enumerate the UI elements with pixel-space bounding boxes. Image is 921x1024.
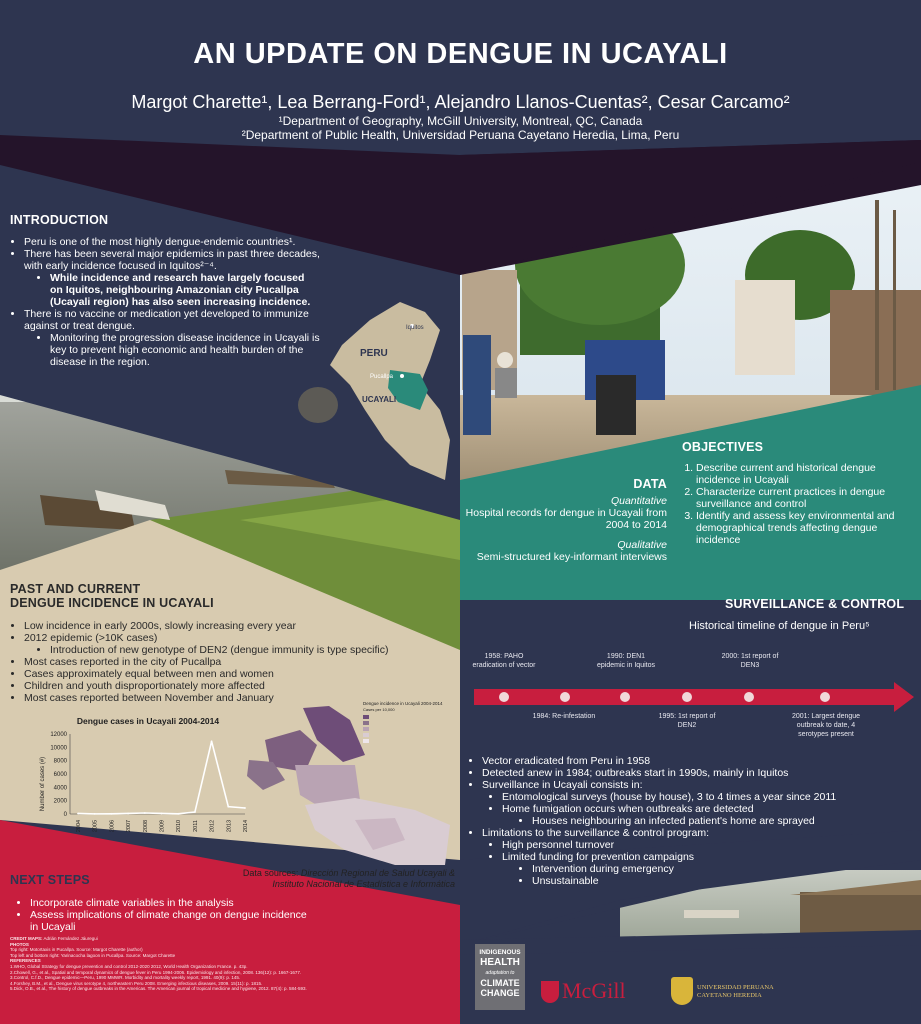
chart-x-tick-label: 2011: [192, 820, 199, 832]
past-title-line2: DENGUE INCIDENCE IN UCAYALI: [10, 596, 214, 610]
chart-point: [161, 813, 163, 815]
ihacc-text: HEALTH: [480, 957, 520, 968]
past-bullet: • Children and youth disproportionately more affected: [24, 680, 450, 692]
data-sources-label: Data sources:: [242, 868, 301, 878]
timeline-arrow: [474, 682, 914, 712]
data-title: DATA: [633, 477, 667, 491]
chart-point: [177, 813, 179, 815]
timeline-dot: [499, 692, 509, 702]
map-label-iquitos: Iquitos: [406, 325, 424, 331]
upch-line: CAYETANO HEREDIA: [697, 992, 762, 999]
past-body: [10, 620, 450, 704]
map-label-ucayali: UCAYALI: [362, 395, 397, 404]
timeline-dot: [560, 692, 570, 702]
past-bullet: • 2012 epidemic (>10K cases): [24, 632, 450, 644]
chart-title: Dengue cases in Ucayali 2004-2014: [76, 716, 220, 726]
surv-subsub-bullet: • Houses neighbouring an infected patient's home are sprayed: [532, 815, 918, 827]
chart-point: [111, 813, 113, 815]
chart-x-tick-label: 2007: [126, 819, 133, 833]
objective-item: 3. Identify and assess key environmental and demographical trends affecting dengue incidence: [696, 510, 917, 546]
poster-title: AN UPDATE ON DENGUE IN UCAYALI: [193, 38, 728, 70]
objectives-title: OBJECTIVES: [682, 440, 764, 454]
reference: 5.Dick, O.B., et al., The history of dengue outbreaks in the Americas. The American journal of tropical medicine and hygiene, 2012. 87(4): p. 584-593.: [10, 986, 307, 992]
objective-item: 2. Characterize current practices in dengue surveillance and control: [696, 486, 917, 510]
next-steps-title: NEXT STEPS: [10, 873, 90, 887]
intro-title: INTRODUCTION: [10, 213, 109, 227]
ucayali-incidence-map: [245, 700, 460, 870]
timeline-title: Historical timeline of dengue in Peru⁵: [689, 620, 870, 632]
timeline-event: 1990: DEN1 epidemic in Iquitos: [597, 653, 655, 669]
authors: Margot Charette¹, Lea Berrang-Ford¹, Alejandro Llanos-Cuentas², Cesar Carcamo²: [131, 92, 790, 112]
surv-bullet: • Detected anew in 1984; outbreaks start in 1990s, mainly in Iquitos: [482, 767, 918, 779]
ihacc-text: CHANGE: [480, 988, 520, 998]
intro-bullet: • Peru is one of the most highly dengue-endemic countries¹.: [24, 236, 320, 248]
credits-maps-head: CREDIT MAPS:: [10, 936, 43, 941]
chart-point: [194, 811, 196, 813]
reference: 4.Forshey, B.M., et al., Dengue virus serotype 4, northeastern Peru 2008. Emerging infectious diseases, 2009. 15(11): p. 1815.: [10, 980, 263, 986]
timeline-event: 1958: PAHO eradication of vector: [472, 653, 536, 669]
chart-ylabel: Number of cases (#): [40, 756, 46, 812]
surv-subsub-bullet: • Unsustainable: [532, 875, 918, 887]
chart-x-tick-label: 2008: [142, 819, 149, 833]
ihacc-logo: [475, 944, 525, 1010]
map-legend-subtitle: Cases per 10,000: [363, 707, 395, 712]
next-steps-body: [10, 897, 310, 933]
upch-line: UNIVERSIDAD PERUANA: [697, 984, 774, 991]
peru-map: [290, 290, 460, 485]
next-steps-bullet: • Incorporate climate variables in the analysis: [30, 897, 310, 909]
surv-bullet: • Limitations to the surveillance & control program:: [482, 827, 918, 839]
data-quantitative-text: Hospital records for dengue in Ucayali from 2004 to 2014: [465, 507, 667, 531]
intro-sub-bullet: • While incidence and research have largely focused on Iquitos, neighbouring Amazonian city Pucallpa (Ucayali region) has also seen increasing incidence.: [50, 272, 320, 308]
chart-x-tick-label: 2013: [226, 819, 233, 833]
past-sub-bullet: • Introduction of new genotype of DEN2 (dengue immunity is type specific): [50, 644, 450, 656]
chart-y-tick-label: 12000: [50, 732, 67, 738]
upch-crest-icon: [671, 977, 693, 1005]
reference: 2.Chowell, G., et al., Spatial and temporal dynamics of dengue fever in Peru 1994-2006. Epidemiology and infection, 2008. 136(12): p. 1667-1677.: [10, 969, 302, 975]
chart-point: [127, 813, 129, 815]
surv-bullet: • Surveillance in Ucayali consists in:: [482, 779, 918, 791]
chart-x-tick-label: 2010: [176, 819, 183, 833]
data-section: [462, 478, 667, 563]
surv-sub-bullet: • Entomological surveys (house by house), 3 to 4 times a year since 2011: [502, 791, 918, 803]
cases-chart: [40, 712, 255, 842]
timeline-event: 2001: Largest dengue outbreak to date, 4 serotypes present: [791, 713, 861, 738]
intro-sub-bullet: • Monitoring the progression disease incidence in Ucayali is key to prevent high economic and health burden of the disease in the region.: [50, 332, 320, 368]
past-bullet: • Cases approximately equal between men and women: [24, 668, 450, 680]
chart-point: [94, 813, 96, 815]
references-head: REFERENCES: [10, 958, 41, 964]
chart-x-tick-label: 2004: [76, 819, 82, 833]
credits-maps-text: Adrián Fernández Jáuregui: [43, 936, 98, 941]
past-bullet: • Low incidence in early 2000s, slowly increasing every year: [24, 620, 450, 632]
chart-x-tick-label: 2012: [209, 819, 216, 833]
chart-y-tick-label: 8000: [53, 758, 67, 765]
chart-series-line: [78, 741, 245, 814]
intro-body: [10, 236, 320, 368]
chart-y-tick-label: 0: [63, 812, 67, 818]
intro-bullet: • There is no vaccine or medication yet developed to immunize against or treat dengue.: [24, 308, 320, 332]
surv-sub-bullet: • High personnel turnover: [502, 839, 918, 851]
timeline-dot: [620, 692, 630, 702]
surv-bullet: • Vector eradicated from Peru in 1958: [482, 755, 918, 767]
intro-bullet: • There has been several major epidemics in past three decades, with early incidence focused in Iquitos²⁻⁴.: [24, 248, 320, 272]
timeline-dot: [820, 692, 830, 702]
chart-y-tick-label: 6000: [53, 772, 67, 778]
chart-x-tick-label: 2006: [109, 819, 116, 833]
reference: 1.WHO, Global Strategy for dengue prevention and control 2012-2020 2012, World Health Organization France. p. 43p.: [10, 963, 248, 969]
timeline-event: 1984: Re-infestation: [532, 713, 596, 720]
chart-x-tick-label: 2009: [159, 819, 166, 833]
data-qualitative-text: Semi-structured key-informant interviews: [476, 551, 667, 563]
credits: [10, 936, 450, 992]
affiliation-2: ²Department of Public Health, Universidad Peruana Cayetano Heredia, Lima, Peru: [241, 128, 680, 142]
peru-shape: [330, 302, 450, 480]
affiliation-1: ¹Department of Geography, McGill University, Montreal, QC, Canada: [278, 114, 643, 128]
map-label-pucallpa: Pucallpa: [370, 374, 394, 380]
mcgill-logo-text: McGill: [562, 978, 626, 1003]
data-source-2: Instituto Nacional de Estadística e Informática: [272, 879, 455, 889]
ihacc-text: CLIMATE: [480, 978, 520, 988]
objective-item: 1. Describe current and historical dengue incidence in Ucayali: [696, 462, 917, 486]
surv-sub-bullet: • Limited funding for prevention campaigns: [502, 851, 918, 863]
data-sources: [240, 868, 455, 890]
chart-point: [227, 806, 229, 808]
timeline-dot: [744, 692, 754, 702]
past-bullet: • Most cases reported in the city of Pucallpa: [24, 656, 450, 668]
ihacc-text: adaptation to: [485, 970, 515, 976]
credits-photo: Top right: Motortaxis in Pucallpa. Source: Margot Charette (author): [10, 947, 143, 953]
surveillance-title: SURVEILLANCE & CONTROL: [725, 597, 905, 611]
credits-photos-head: PHOTOS: [10, 941, 29, 947]
chart-point: [211, 740, 213, 742]
chart-x-tick-label: 2005: [92, 819, 99, 833]
map-legend-title: Dengue incidence in Ucayali 2004-2014: [363, 701, 443, 706]
chart-point: [77, 813, 79, 815]
chart-y-tick-label: 4000: [53, 785, 67, 792]
timeline-event: 1995: 1st report of DEN2: [658, 713, 716, 729]
map-label-peru: PERU: [360, 348, 388, 359]
mcgill-crest-icon: [541, 981, 559, 1003]
chart-x-tick-label: 2014: [243, 819, 249, 833]
upch-logo-text: [697, 984, 774, 1000]
surv-subsub-bullet: • Intervention during emergency: [532, 863, 918, 875]
timeline-event: 2000: 1st report of DEN3: [721, 653, 779, 669]
objectives-body: [682, 462, 917, 546]
data-qualitative-label: Qualitative: [617, 539, 667, 551]
chart-y-tick-label: 2000: [53, 798, 67, 805]
surveillance-body: [468, 755, 918, 887]
data-quantitative-label: Quantitative: [610, 495, 667, 507]
credits-photo: Top left and bottom right: Yarinacocha lagoon in Pucallpa. Source: Margot Charette: [10, 952, 176, 958]
ihacc-text: INDIGENOUS: [479, 949, 521, 956]
next-steps-bullet: • Assess implications of climate change on dengue incidence in Ucayali: [30, 909, 310, 933]
timeline-dot: [682, 692, 692, 702]
chart-point: [144, 812, 146, 814]
reference: 3.Control, C.f.D., Dengue epidemic—Peru, 1990 MMWR. Morbidity and mortality weekly report, 1991. 40(9): p. 145.: [10, 975, 241, 981]
past-bullet: • Most cases reported between November and January: [24, 692, 450, 704]
data-source-1: Dirección Regional de Salud Ucayali &: [300, 868, 455, 878]
past-title-line1: PAST AND CURRENT: [10, 582, 141, 596]
past-title: [10, 582, 214, 610]
neighbour-country: [298, 387, 338, 423]
surv-sub-bullet: • Home fumigation occurs when outbreaks are detected: [502, 803, 918, 815]
chart-y-tick-label: 10000: [50, 745, 67, 752]
